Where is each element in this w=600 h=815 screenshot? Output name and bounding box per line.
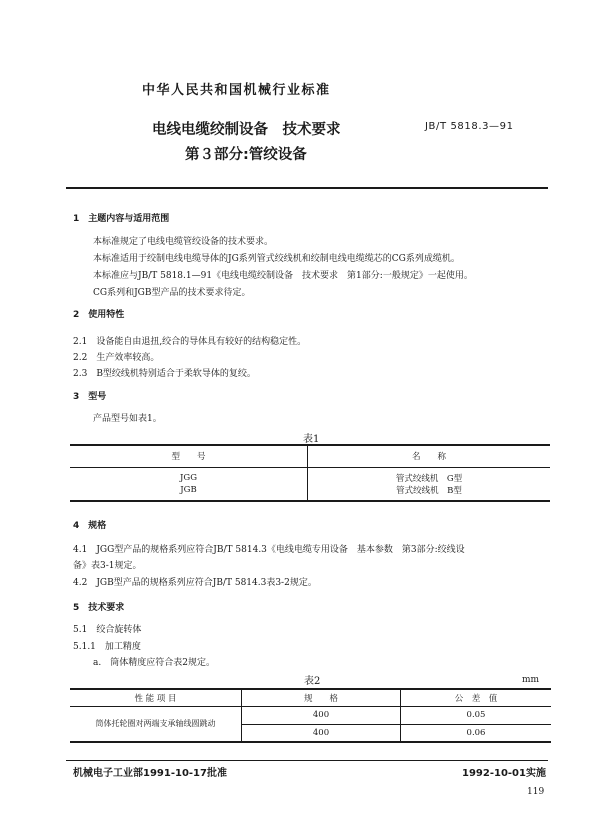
table-header-name: 名 称 (411, 452, 446, 463)
table-1-caption: 表1 (303, 434, 320, 445)
section-5-heading: 5 技术要求 (73, 603, 125, 613)
list-item: 2.1 设备能自由退扭,绞合的导体具有较好的结构稳定性。 (73, 337, 307, 347)
issuing-organization: 中华人民共和国机械行业标准 (142, 83, 331, 98)
table-cell-name: 管式绞线机 G型 (395, 473, 463, 484)
section-4-heading: 4 规格 (73, 521, 107, 531)
table-header-row (70, 445, 550, 467)
list-item: 2.2 生产效率较高。 (73, 353, 160, 363)
table-cell-item: 筒体托轮圈对两端支承轴线圆跳动 (70, 706, 242, 742)
section-1-heading: 1 主题内容与适用范围 (73, 214, 170, 224)
table-header-tolerance: 公 差 值 (454, 693, 498, 704)
list-item: 5.1 绞合旋转体 (73, 625, 142, 635)
list-item-continued: 备》表3-1规定。 (73, 561, 142, 571)
paragraph: CG系列和JGB型产品的技术要求待定。 (93, 288, 251, 298)
list-item: 4.2 JGB型产品的规格系列应符合JB/T 5814.3表3-2规定。 (73, 578, 317, 588)
effective-date: 1992-10-01实施 (462, 768, 546, 779)
table-cell-model: JGB (70, 484, 308, 501)
list-item: a. 筒体精度应符合表2规定。 (93, 658, 215, 668)
list-item: 5.1.1 加工精度 (73, 642, 141, 652)
table-cell-tolerance: 0.06 (466, 727, 486, 738)
paragraph: 本标准应与JB/T 5818.1—91《电线电缆绞制设备 技术要求 第1部分:一般规定》一起使用。 (93, 271, 473, 281)
table-cell-name: 管式绞线机 B型 (396, 486, 462, 496)
table-row (70, 706, 551, 724)
table-header-model: 型 号 (70, 445, 308, 467)
paragraph: 本标准适用于绞制电线电缆导体的JG系列管式绞线机和绞制电线电缆缆芯的CG系列成缆机。 (93, 254, 460, 264)
table-cell-spec: 400 (242, 724, 401, 742)
table-row (70, 484, 550, 501)
header-divider (66, 187, 548, 189)
table-header-spec: 规 格 (242, 689, 401, 706)
list-item: 2.3 B型绞线机特别适合于柔软导体的复绞。 (73, 369, 256, 379)
table-cell-tolerance: 0.05 (466, 710, 486, 720)
table-2-unit: mm (522, 675, 540, 685)
paragraph: 产品型号如表1。 (93, 414, 162, 424)
page-number: 119 (527, 787, 545, 797)
table-row (70, 467, 550, 484)
table-1 (70, 444, 550, 502)
document-title: 电线电缆绞制设备 技术要求 (152, 122, 341, 138)
table-header-item: 性 能 项 目 (70, 689, 242, 706)
list-item: 4.1 JGG型产品的规格系列应符合JB/T 5814.3《电线电缆专用设备 基本参数 第3部分:绞线设 (73, 545, 465, 555)
table-cell-model: JGG (70, 467, 308, 484)
table-cell-spec: 400 (242, 706, 401, 724)
table-2 (70, 688, 551, 743)
document-subtitle: 第３部分:管绞设备 (185, 147, 307, 163)
standard-code: JB/T 5818.3—91 (425, 121, 514, 132)
section-2-heading: 2 使用特性 (73, 310, 125, 320)
section-3-heading: 3 型号 (73, 392, 107, 402)
table-header-row (70, 689, 551, 706)
footer-divider (66, 760, 548, 761)
paragraph: 本标准规定了电线电缆管绞设备的技术要求。 (93, 237, 274, 247)
approval-date: 机械电子工业部1991-10-17批准 (73, 768, 227, 779)
table-2-caption: 表2 (304, 676, 321, 687)
